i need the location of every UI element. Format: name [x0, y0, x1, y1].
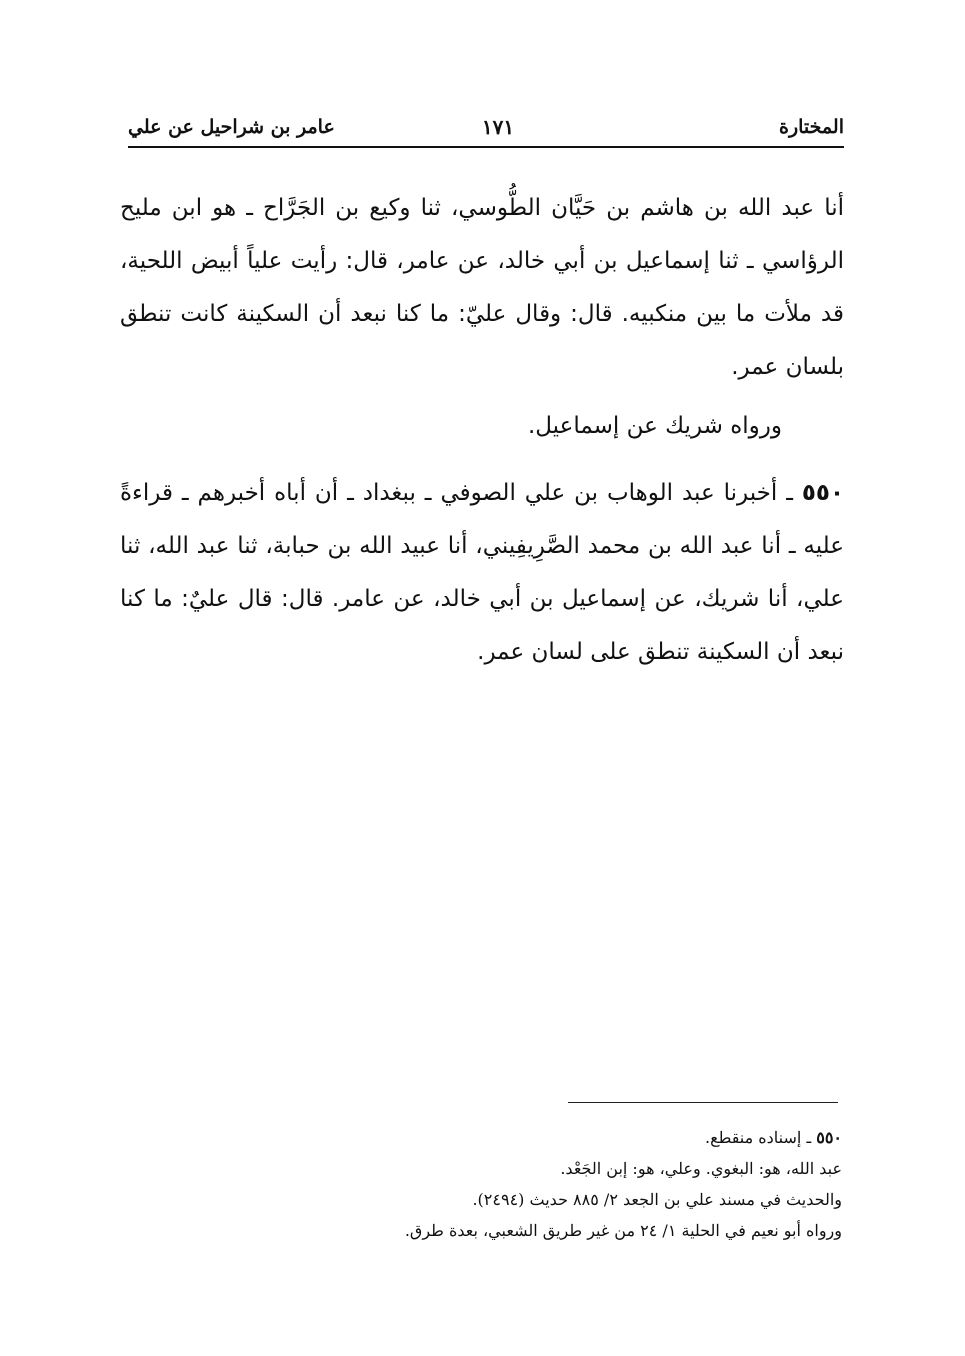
page-header [128, 112, 844, 146]
book-title: المختارة [779, 116, 844, 138]
footnote-text-1: ـ إسناده منقطع. [704, 1128, 812, 1147]
chapter-title: عامر بن شراحيل عن علي [128, 116, 335, 138]
footnote-divider [568, 1102, 838, 1103]
paragraph-1: أنا عبد الله بن هاشم بن حَيَّان الطُّوسي، ثنا وكيع بن الجَرَّاح ـ هو ابن مليح الرؤاسي ـ ثنا إسماعيل بن أبي خالد، عن عامر، قال: رأيت علياً أبيض اللحية، قد ملأت ما بين منكبيه. قال: وقال عليّ: ما كنا نبعد أن السكينة كانت تنطق بلسان عمر. [120, 195, 844, 380]
paragraph-2: ورواه شريك عن إسماعيل. [527, 413, 782, 439]
hadith-text: ـ أخبرنا عبد الوهاب بن علي الصوفي ـ ببغداد ـ أن أباه أخبرهم ـ قراءةً عليه ـ أنا عبد الله بن محمد الصَّرِيفِيني، أنا عبيد الله بن حبابة، ثنا عبد الله، ثنا علي، أنا شريك، عن إسماعيل بن أبي خالد، عن عامر. قال: قال عليٌ: ما كنا نبعد أن السكينة تنطق على لسان عمر. [120, 480, 844, 665]
footnote-number: ٥٥٠ [816, 1128, 842, 1147]
page-number: ١٧١ [481, 115, 515, 139]
footnote-line-3: والحديث في مسند علي بن الجعد ٢/ ٨٨٥ حديث (٢٤٩٤). [472, 1190, 842, 1209]
footnote-line-2: عبد الله، هو: البغوي. وعلي، هو: إبن الجَعْد. [560, 1159, 842, 1178]
footnote-line-4: ورواه أبو نعيم في الحلية ١/ ٢٤ من غير طريق الشعبي، بعدة طرق. [404, 1221, 842, 1240]
header-divider [128, 146, 844, 148]
hadith-number: ٥٥٠ [801, 480, 844, 506]
hadith-550 [120, 467, 844, 679]
footnotes [200, 1122, 842, 1246]
footnote-line-1 [200, 1122, 842, 1153]
